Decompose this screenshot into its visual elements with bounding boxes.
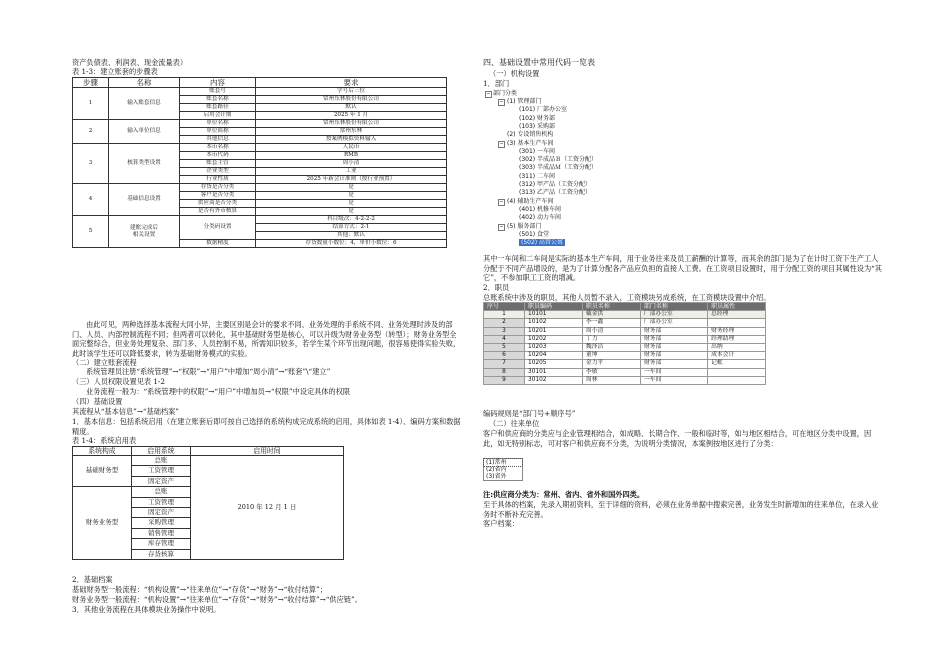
requirement-cell: 是 <box>256 208 447 216</box>
table-row[interactable] <box>484 319 766 327</box>
grid-cell: 戴金洪 <box>582 311 640 319</box>
tree-node[interactable]: (102) 财务部 <box>519 114 556 122</box>
content-cell: 分类码设置 <box>180 216 256 240</box>
grid-cell: 1 <box>484 311 525 319</box>
grid-cell: 厂部办公室 <box>640 311 707 319</box>
grid-cell: 9 <box>484 376 525 384</box>
system-item: 总账 <box>132 456 191 466</box>
dept-title: 1．部门 <box>483 79 510 88</box>
collapse-icon[interactable]: − <box>499 198 504 205</box>
partner-title: （二）往来单位 <box>489 419 540 428</box>
grid-cell: 30102 <box>525 376 583 384</box>
table-row[interactable] <box>484 335 766 343</box>
grid-cell: 董坤 <box>582 352 640 360</box>
grid-cell: 10102 <box>525 319 583 327</box>
content-cell: 其他信息 <box>180 136 256 144</box>
grid-cell: 李敏 <box>582 368 640 376</box>
grid-cell: 一车间 <box>640 368 707 376</box>
requirement-cell: 按案例模拟资料输入 <box>256 136 447 144</box>
content-cell: 单位名称 <box>180 120 256 128</box>
th-content: 内容 <box>180 78 256 88</box>
requirement-cell: 默认 <box>256 104 447 112</box>
step-name <box>109 216 180 248</box>
section3-text: 业务流程一般为：“系统管理中的权限”→“用户”中增加员→“权限”中设定具体的权限 <box>86 387 351 396</box>
department-tree <box>483 90 733 246</box>
collapse-icon[interactable]: − <box>499 140 504 147</box>
tree-node[interactable]: (1) 管理部门 <box>507 98 542 105</box>
content-cell: 是否有外币核算 <box>180 208 256 216</box>
content-cell: 供应商是否分类 <box>180 200 256 208</box>
enable-date: 2010 年 12 月 1 日 <box>191 456 344 560</box>
requirement-cell: 2025 年新会计准则（按行业预置） <box>256 176 447 184</box>
tree-node[interactable]: (301) 一车间 <box>519 147 556 155</box>
table13-caption: 表 1-3：建立账套的步骤表 <box>72 67 158 76</box>
step-name: 核算类型设置 <box>109 144 180 184</box>
grid-cell: 10204 <box>525 352 583 360</box>
grid-cell: 10202 <box>525 335 583 343</box>
collapse-icon[interactable]: − <box>499 223 504 230</box>
th-enabled: 启用系统 <box>132 447 191 456</box>
tree-node[interactable]: (312) 甲产品（工资分配） <box>519 181 592 188</box>
grid-cell: 5 <box>484 344 525 352</box>
system-item: 存货核算 <box>132 549 191 559</box>
grid-cell: 财务部 <box>640 360 707 368</box>
content-cell: 行业性质 <box>180 176 256 184</box>
requirement-cell: 2025 年 1 月 <box>256 112 447 120</box>
th-staff-name: 职员名称 <box>582 303 640 311</box>
grid-cell: 财务部 <box>640 344 707 352</box>
tree-node[interactable]: (401) 机修车间 <box>519 205 562 213</box>
section4-text: 其流程从“基本信息”→“基础档案” <box>72 407 179 416</box>
tree-node[interactable]: (303) 半成品Ｍ（工资分配） <box>519 164 598 172</box>
grid-cell: 周小清 <box>582 327 640 335</box>
section-title: 四、基础设置中常用代码一览表 <box>483 58 595 67</box>
content-cell: 企业类型 <box>180 168 256 176</box>
content-cell: 本币名称 <box>180 144 256 152</box>
tree-node[interactable]: (103) 采购部 <box>519 122 556 130</box>
content-cell: 账套路径 <box>180 104 256 112</box>
grid-cell: 一车间 <box>640 376 707 384</box>
step-number: 1 <box>73 88 109 120</box>
tree-node[interactable]: (5) 服务部门 <box>507 222 542 230</box>
requirement-cell: 结算方式：2-1 <box>256 224 447 232</box>
grid-cell: 7 <box>484 360 525 368</box>
tree-node[interactable]: (313) 乙产品（工资分配） <box>519 189 592 197</box>
grid-cell <box>708 376 766 384</box>
grid-cell: 6 <box>484 352 525 360</box>
th-index: 序号 <box>484 303 525 311</box>
grid-cell: 经理助理 <box>708 335 766 343</box>
client-title: 客户档案： <box>483 519 519 528</box>
grid-cell: 8 <box>484 368 525 376</box>
grid-cell: 4 <box>484 335 525 343</box>
step-number: 2 <box>73 120 109 144</box>
archive-title: 2．基础档案 <box>72 575 113 584</box>
th-step: 步骤 <box>73 78 109 88</box>
region-item[interactable]: (1)常州 <box>484 459 522 466</box>
table-account-setup <box>72 77 447 248</box>
grid-cell: 3 <box>484 327 525 335</box>
grid-cell: 李一鑫 <box>582 319 640 327</box>
content-cell: 单位简称 <box>180 128 256 136</box>
table-row[interactable] <box>484 376 766 384</box>
section2-title: （二）建立账套流程 <box>72 358 137 367</box>
table-row[interactable] <box>484 368 766 376</box>
region-item[interactable]: (3)省外 <box>486 473 507 480</box>
requirement-cell: 常州东林股份有限公司 <box>256 120 447 128</box>
tree-node[interactable]: (302) 半成品Ｂ（工资分配） <box>519 156 598 164</box>
tree-node[interactable]: (101) 厂部办公室 <box>519 106 568 114</box>
grid-cell: 总经理 <box>708 311 766 319</box>
partner-paragraph: 客户和供应商的分类应与企业管理相结合，如成略、长期合作、一般和临时等，如与地区相结合，可在地区分类中设置，因此，如无特别标志，可对客户和供应商不分类，为说明分类情况，本案例按地区进行了分类： <box>483 429 872 448</box>
grid-cell: 财务部 <box>640 352 707 360</box>
tree-node[interactable]: (402) 动力车间 <box>519 214 562 222</box>
tree-node[interactable]: (502) 高管公寓 <box>521 239 564 247</box>
dept-paragraph: 其中一车间和二车间是实际的基本生产车间，用于业务往来及员工薪酬的计算等，而其余的部门是为了在计时工资下生产工人分配于不同产品增设的，是为了计算分配各产品应负担的直接人工费。在工资项目设置时，用于分配工资的项目其属性设为“其它”，不参加职工工资的增减。 <box>483 254 882 282</box>
grid-cell: 10203 <box>525 344 583 352</box>
table-row[interactable] <box>484 311 766 319</box>
requirement-cell: 其他：默认 <box>256 232 447 240</box>
collapse-icon[interactable]: − <box>499 99 504 105</box>
grid-cell: 财务经理 <box>708 327 766 335</box>
collapse-icon[interactable]: − <box>486 91 491 97</box>
requirement-cell: 周小清 <box>256 160 447 168</box>
system-item: 工资管理 <box>132 497 191 507</box>
grid-cell <box>708 319 766 327</box>
th-requirement: 要求 <box>256 78 447 88</box>
requirement-cell: 常州东林股份有限公司 <box>256 96 447 104</box>
th-enable-time: 启用时间 <box>191 447 344 456</box>
step-name: 基础信息设置 <box>109 184 180 216</box>
staff-grid <box>483 302 766 385</box>
tree-node[interactable]: (4) 辅助生产车间 <box>507 197 554 205</box>
tree-node[interactable]: (3) 基本生产车间 <box>507 139 554 147</box>
tree-node[interactable]: (311) 二车间 <box>519 172 556 180</box>
table-row[interactable] <box>484 344 766 352</box>
paragraph-comparison: 由此可见，两种选择基本流程大同小异，主要区别是会计的要求不同、业务处理的手系统不同、业务处理时涉及的部门、人员、内部控制流程不同；但两者可以转化，其中基础财务型是核心，可以升级为财务业务型（转型）；财务业务型全面完整综合，但业务处理复杂、部门多、人员控制不易，所需知识较多，若学生某个环节出现问题，很容易使得实验失败，此时该学生还可以降低要求，转为基础财务模式的实验。 <box>72 320 461 358</box>
th-staff-code: 职员编码 <box>525 303 583 311</box>
content-cell: 账套号 <box>180 88 256 96</box>
grid-cell: 10205 <box>525 360 583 368</box>
content-cell: 存货是否分类 <box>180 184 256 192</box>
content-cell: 数据精度 <box>180 240 256 248</box>
content-cell: 本币代码 <box>180 152 256 160</box>
table-row[interactable] <box>484 352 766 360</box>
section2-text: 系统管理员注册“系统管理”→“权限”→“用户”中增加“周小清”→“账套”\“建立” <box>86 367 331 376</box>
requirement-cell: 是 <box>256 184 447 192</box>
grid-cell <box>708 368 766 376</box>
requirement-cell: 科目级次：4-2-2-2 <box>256 216 447 224</box>
group-basic-finance: 基础财务型 <box>73 456 132 487</box>
grid-cell: 财务部 <box>640 335 707 343</box>
staff-title: 2．职员 <box>483 283 510 292</box>
section3-title: （三）人员权限设置见表 1-2 <box>72 377 165 386</box>
requirement-cell: 常州东林 <box>256 128 447 136</box>
archive-line3: 3．其他业务流程在具体模块业务操作中说明。 <box>72 605 221 614</box>
grid-cell: 金力平 <box>582 360 640 368</box>
system-item: 采购管理 <box>132 518 191 528</box>
grid-cell: 财务部 <box>640 327 707 335</box>
note-paragraph: 至于具体的档案，先录入期初资料，至于详细的资料，必须在业务单据中搜索完善，业务发生时新增加的往来单位，在录入业务时不断补充完善。 <box>483 500 879 519</box>
grid-cell: 成本会计 <box>708 352 766 360</box>
system-item: 工资管理 <box>132 466 191 476</box>
requirement-cell: 工业 <box>256 168 447 176</box>
requirement-cell: 是 <box>256 192 447 200</box>
grid-cell: 10101 <box>525 311 583 319</box>
step-number: 3 <box>73 144 109 184</box>
staff-paragraph: 总账系统中涉及的职员，其他人员暂不录入，工资模块另成系统，在工资模块设置中介绍。 <box>483 293 771 302</box>
grid-cell: 魏泽洁 <box>582 344 640 352</box>
step-name: 输入单位信息 <box>109 120 180 144</box>
grid-cell: 2 <box>484 319 525 327</box>
basic-info-text: 1．基本信息：包括系统启用（在建立账套后即可按自己选择的系统构成完成系统的启用，具体如表 1-4）、编码方案和数据精度。 <box>72 417 461 436</box>
grid-cell: 30101 <box>525 368 583 376</box>
system-item: 库存管理 <box>132 539 191 549</box>
table-row[interactable] <box>484 327 766 335</box>
content-cell: 账套主管 <box>180 160 256 168</box>
region-listbox[interactable] <box>483 458 523 481</box>
grid-cell: 10201 <box>525 327 583 335</box>
system-item: 销售管理 <box>132 528 191 538</box>
step-name-line: 建账完成后 <box>130 224 158 231</box>
code-rule: 编码规则是“部门号+顺序号” <box>483 409 576 418</box>
tree-node[interactable]: (501) 食堂 <box>519 230 550 238</box>
th-dept-name: 部门名称 <box>640 303 707 311</box>
requirement-cell: RMB <box>256 152 447 160</box>
tree-node[interactable]: (2) 专设销售机构 <box>507 131 554 139</box>
org-title: （一）机构设置 <box>489 69 540 78</box>
th-system: 系统构成 <box>73 447 132 456</box>
content-cell: 账套名称 <box>180 96 256 104</box>
grid-cell: 出纳 <box>708 344 766 352</box>
step-name-line: 相关设置 <box>132 231 156 238</box>
system-item: 固定资产 <box>132 508 191 518</box>
archive-line2: 财务业务型一般流程：“机构设置”→“往来单位”→“存货”→“财务”→“收付结算”→“供应链”。 <box>72 595 362 604</box>
intro-text: 资产负债表、利润表、现金流量表） <box>72 58 188 67</box>
th-name: 名称 <box>109 78 180 88</box>
requirement-cell: 人民币 <box>256 144 447 152</box>
grid-cell: 记帐 <box>708 360 766 368</box>
note-bold: 注:供应商分类为：常州、省内、省外和国外四类。 <box>483 490 645 499</box>
step-number: 5 <box>73 216 109 248</box>
requirement-cell: 存货数量小数位：4，单价小数位：6 <box>256 240 447 248</box>
region-item[interactable]: (2)省内 <box>486 466 507 473</box>
content-cell: 启用会计期 <box>180 112 256 120</box>
grid-cell: 厂部办公室 <box>640 319 707 327</box>
system-item: 固定资产 <box>132 476 191 486</box>
table-system-enable <box>72 446 344 560</box>
requirement-cell: 是 <box>256 200 447 208</box>
system-item: 总账 <box>132 487 191 497</box>
section4-title: （四）基础设置 <box>72 397 123 406</box>
grid-cell: 丁力 <box>582 335 640 343</box>
archive-line1: 基础财务型一般流程：“机构设置”→“往来单位”→“存货”→“财务”→“收付结算”； <box>72 585 327 594</box>
table-row[interactable] <box>484 360 766 368</box>
content-cell: 客户是否分类 <box>180 192 256 200</box>
step-number: 4 <box>73 184 109 216</box>
tree-root[interactable]: 部门分类 <box>493 90 518 97</box>
group-finance-business: 财务业务型 <box>73 487 132 560</box>
table14-caption: 表 1-4：系统启用表 <box>72 436 137 445</box>
grid-cell: 周林 <box>582 376 640 384</box>
requirement-cell: 学号后三位 <box>256 88 447 96</box>
th-staff-attr: 职员属性 <box>708 303 766 311</box>
step-name: 输入账套信息 <box>109 88 180 120</box>
